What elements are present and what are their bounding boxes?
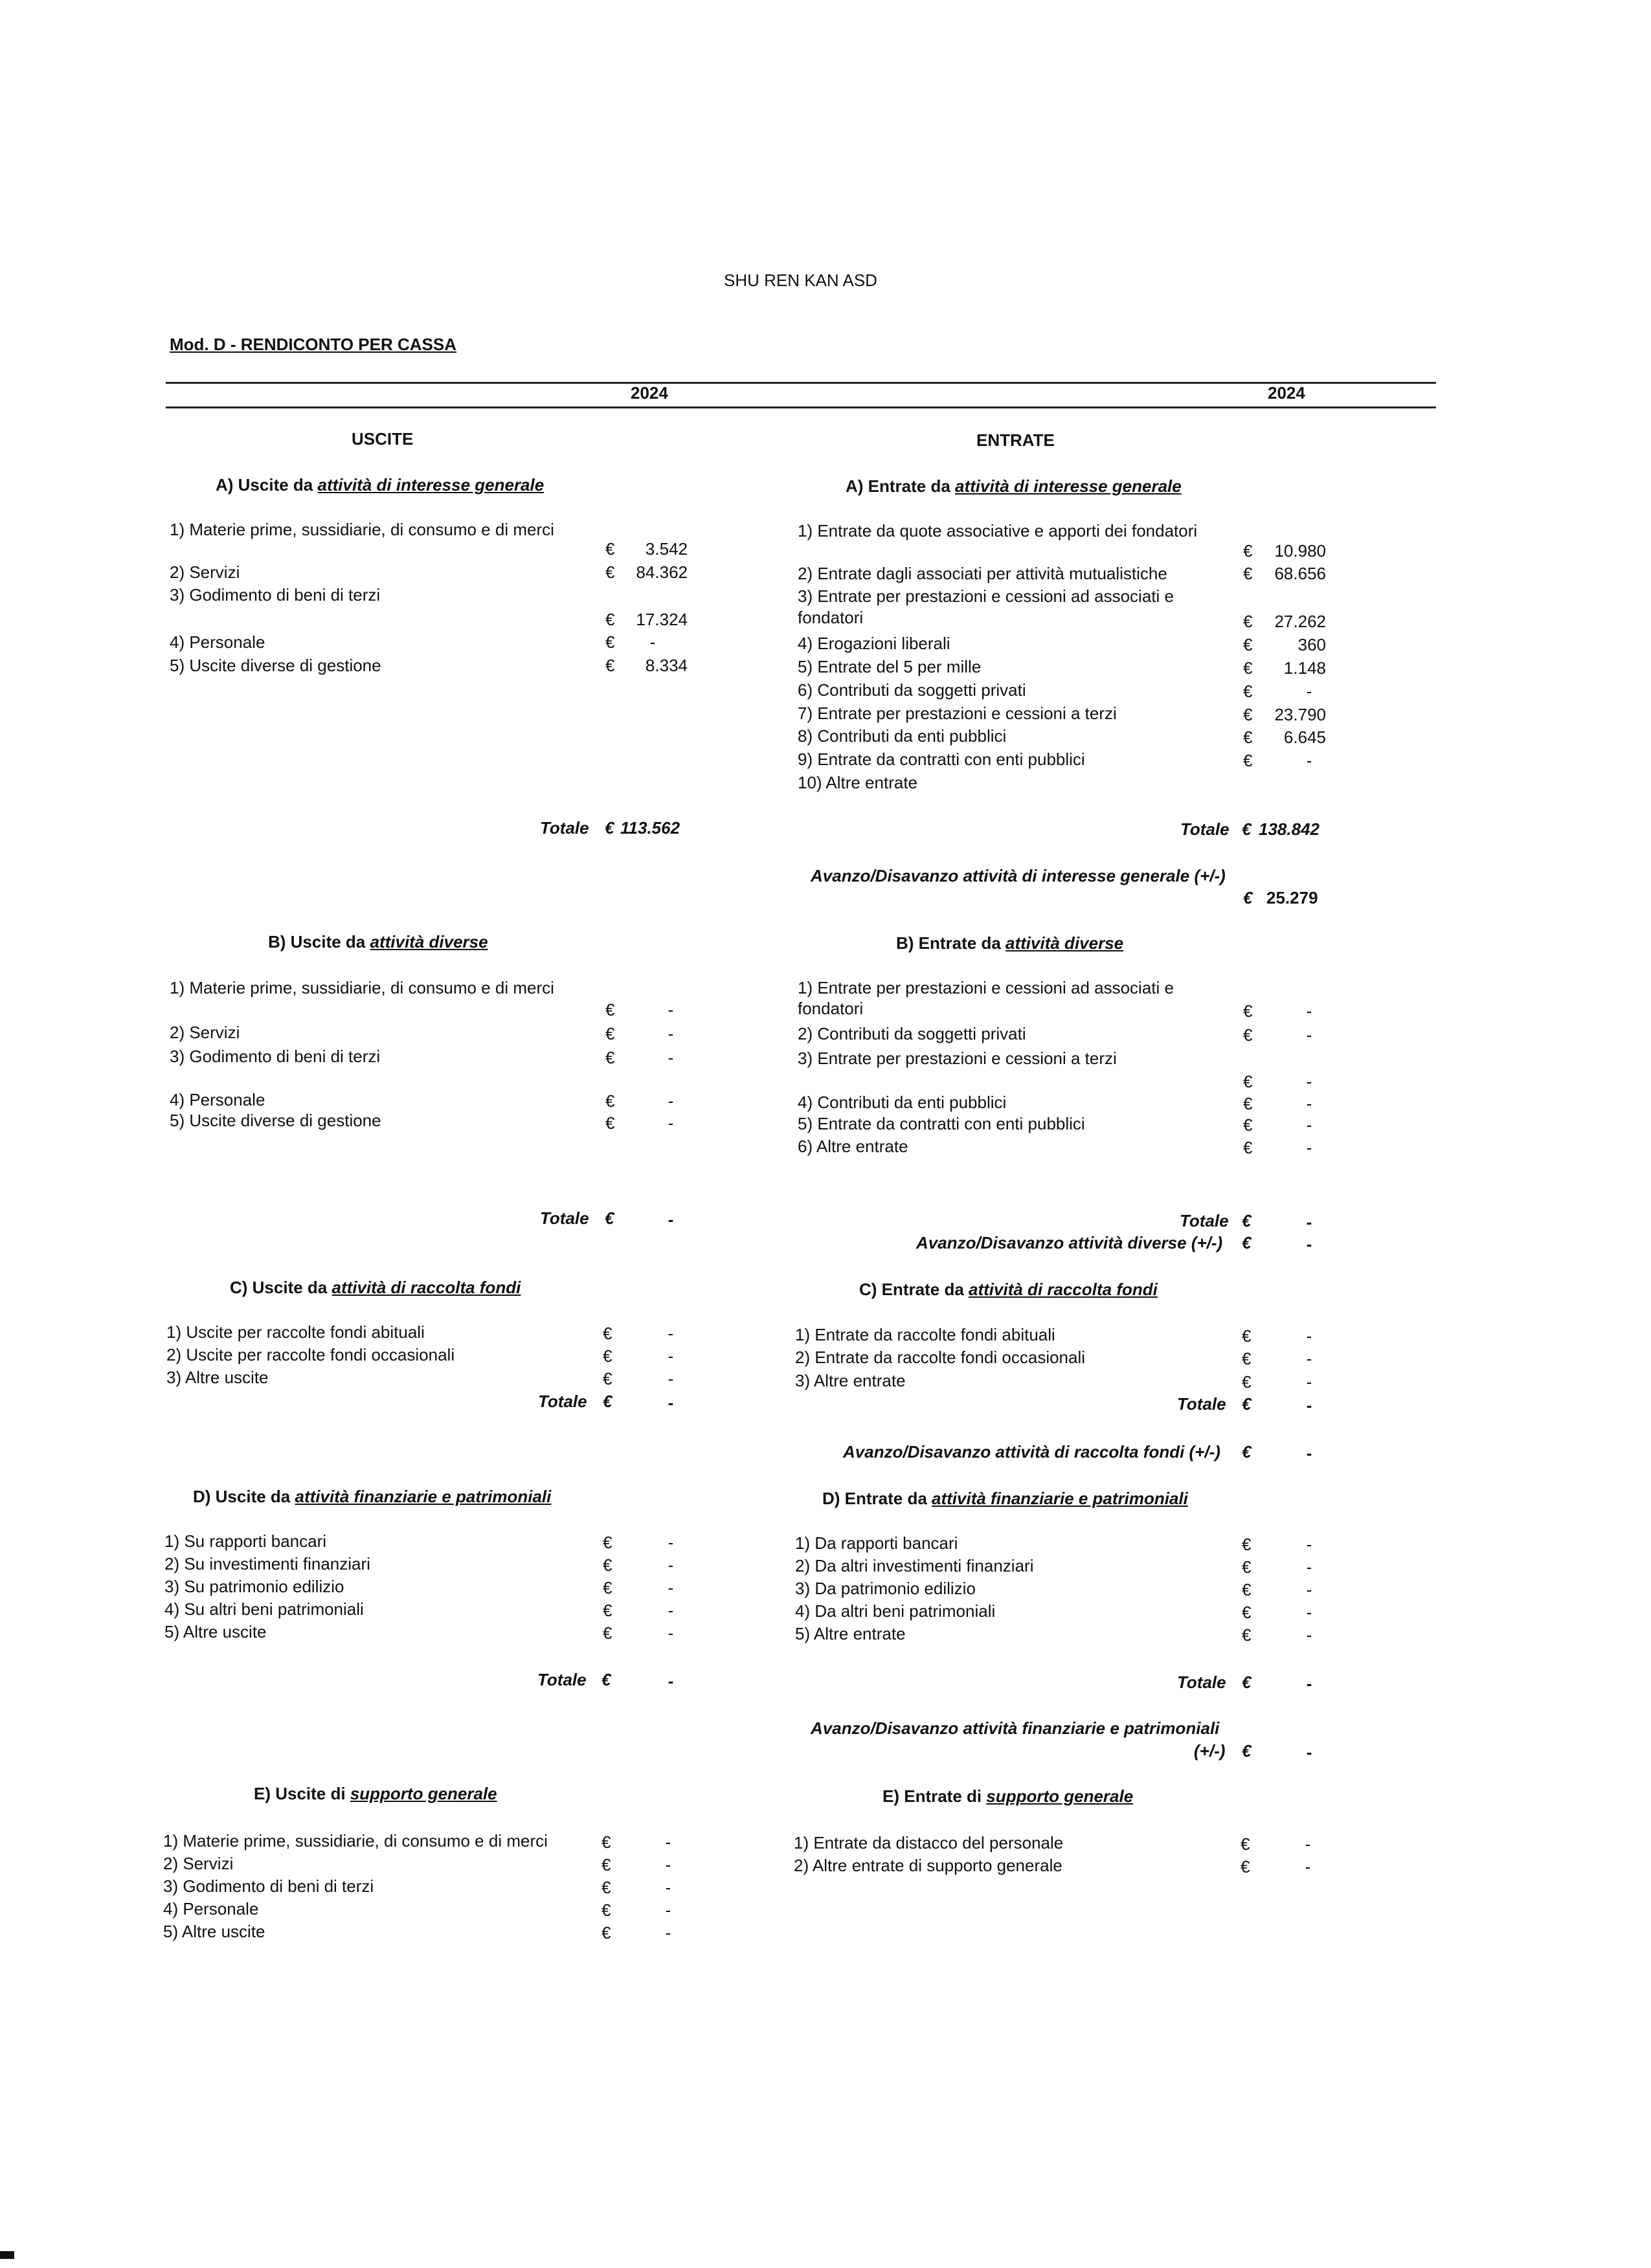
scan-corner-mark — [0, 2251, 14, 2259]
e-out-item-5-label: 5) Altre uscite — [163, 1922, 265, 1941]
c-out-item-3-label: 3) Altre uscite — [166, 1368, 269, 1387]
euro-sign: € — [601, 1832, 611, 1852]
euro-sign: € — [605, 1048, 615, 1067]
euro-sign: € — [1243, 658, 1253, 678]
c-out-item-1-value: - — [668, 1324, 674, 1343]
b-in-item-6-value: - — [1306, 1138, 1312, 1157]
b-in-item-1-label: 1) Entrate per prestazioni e cessioni ad associati e — [798, 978, 1174, 997]
c-out-item-1-label: 1) Uscite per raccolte fondi abituali — [166, 1322, 425, 1342]
section-e-uscite-title: E) Uscite di supporto generale — [254, 1784, 497, 1803]
e-out-item-1-label: 1) Materie prime, sussidiarie, di consumo e di merci — [163, 1831, 548, 1851]
euro-sign: € — [601, 1670, 611, 1689]
a-in-item-8-label: 8) Contributi da enti pubblici — [798, 726, 1007, 746]
c-in-item-3-label: 3) Altre entrate — [795, 1371, 906, 1390]
d-out-item-4-label: 4) Su altri beni patrimoniali — [164, 1599, 364, 1619]
euro-sign: € — [605, 656, 615, 675]
b-out-item-1-value: - — [668, 1000, 674, 1019]
euro-sign: € — [1242, 1673, 1252, 1692]
a-in-item-9-label: 9) Entrate da contratti con enti pubblici — [798, 750, 1085, 769]
a-out-total-value: 113.562 — [620, 818, 680, 838]
b-avanzo-value: - — [1306, 1234, 1312, 1254]
b-out-item-2-label: 2) Servizi — [170, 1023, 240, 1042]
b-out-item-4-label: 4) Personale — [170, 1090, 265, 1109]
e-in-item-1-value: - — [1305, 1834, 1311, 1854]
a-in-item-4-value: 360 — [1297, 635, 1326, 654]
euro-sign: € — [1242, 1326, 1252, 1346]
a-in-item-10-label: 10) Altre entrate — [798, 773, 917, 792]
d-avanzo-value: - — [1306, 1742, 1312, 1762]
euro-sign: € — [605, 610, 615, 629]
euro-sign: € — [1241, 1857, 1250, 1876]
b-in-item-5-value: - — [1306, 1115, 1312, 1135]
d-in-total-label: Totale — [1177, 1673, 1226, 1692]
euro-sign: € — [1243, 888, 1253, 907]
form-title: Mod. D - RENDICONTO PER CASSA — [170, 335, 456, 354]
d-out-item-4-value: - — [668, 1601, 674, 1620]
c-in-total-value: - — [1306, 1395, 1312, 1415]
euro-sign: € — [603, 1392, 612, 1411]
euro-sign: € — [603, 1623, 612, 1643]
euro-sign: € — [601, 1900, 611, 1920]
b-out-total-value: - — [668, 1210, 674, 1229]
euro-sign: € — [1243, 541, 1253, 561]
euro-sign: € — [605, 1000, 615, 1019]
b-avanzo-label: Avanzo/Disavanzo attività diverse (+/-) — [916, 1233, 1223, 1252]
euro-sign: € — [1242, 1557, 1252, 1577]
euro-sign: € — [605, 1024, 615, 1043]
e-out-item-4-label: 4) Personale — [163, 1899, 259, 1918]
e-out-item-1-value: - — [665, 1832, 671, 1852]
d-in-item-3-label: 3) Da patrimonio edilizio — [795, 1579, 976, 1598]
euro-sign: € — [1243, 564, 1253, 583]
euro-sign: € — [603, 1369, 612, 1388]
d-out-item-2-label: 2) Su investimenti finanziari — [164, 1554, 370, 1573]
section-d-uscite-title: D) Uscite da attività finanziarie e patrimoniali — [193, 1487, 552, 1506]
b-in-item-2-value: - — [1306, 1025, 1312, 1045]
b-out-item-5-value: - — [668, 1113, 674, 1133]
a-out-item-1-value: 3.542 — [645, 539, 688, 559]
euro-sign: € — [1243, 682, 1253, 701]
c-in-total-label: Totale — [1177, 1394, 1226, 1414]
euro-sign: € — [605, 818, 614, 838]
a-out-item-3-value: 17.324 — [636, 610, 688, 629]
c-in-item-2-value: - — [1306, 1349, 1312, 1368]
a-out-item-4-value: - — [649, 632, 656, 652]
e-out-item-2-value: - — [665, 1855, 671, 1874]
a-avanzo-label: Avanzo/Disavanzo attività di interesse generale (+/-) — [811, 866, 1226, 885]
e-out-item-3-label: 3) Godimento di beni di terzi — [163, 1876, 374, 1896]
header-bottom-rule — [166, 406, 1436, 408]
euro-sign: € — [1242, 1233, 1252, 1252]
a-in-total-label: Totale — [1180, 819, 1230, 839]
b-in-item-3-label: 3) Entrate per prestazioni e cessioni a terzi — [798, 1049, 1117, 1068]
d-in-item-5-value: - — [1306, 1625, 1312, 1645]
d-in-item-4-label: 4) Da altri beni patrimoniali — [795, 1601, 996, 1621]
d-out-item-5-label: 5) Altre uscite — [164, 1622, 267, 1641]
b-out-item-1-label: 1) Materie prime, sussidiarie, di consumo e di merci — [170, 978, 554, 997]
euro-sign: € — [1243, 1001, 1253, 1021]
a-out-item-1-label: 1) Materie prime, sussidiarie, di consumo e di merci — [170, 520, 554, 539]
d-in-item-2-value: - — [1306, 1557, 1312, 1577]
d-in-total-value: - — [1306, 1674, 1312, 1693]
a-in-item-6-label: 6) Contributi da soggetti privati — [798, 680, 1026, 700]
e-in-item-1-label: 1) Entrate da distacco del personale — [794, 1833, 1064, 1852]
d-in-item-1-label: 1) Da rapporti bancari — [795, 1533, 958, 1553]
section-c-uscite-title: C) Uscite da attività di raccolta fondi — [230, 1278, 521, 1297]
euro-sign: € — [1243, 1072, 1253, 1091]
section-b-entrate-title: B) Entrate da attività diverse — [896, 933, 1124, 953]
d-avanzo-label-cont: (+/-) — [1194, 1741, 1226, 1761]
a-in-item-7-value: 23.790 — [1274, 705, 1326, 724]
a-out-item-3-label: 3) Godimento di beni di terzi — [170, 585, 381, 605]
uscite-column-header: USCITE — [352, 429, 414, 449]
d-out-item-3-label: 3) Su patrimonio edilizio — [164, 1577, 344, 1596]
b-in-item-2-label: 2) Contributi da soggetti privati — [798, 1024, 1026, 1043]
a-out-item-2-value: 84.362 — [636, 562, 688, 582]
euro-sign: € — [605, 1091, 615, 1111]
c-out-total-value: - — [668, 1393, 674, 1412]
d-in-item-4-value: - — [1306, 1603, 1312, 1622]
a-out-item-4-label: 4) Personale — [170, 632, 265, 652]
section-e-entrate-title: E) Entrate di supporto generale — [882, 1786, 1134, 1806]
d-out-total-value: - — [668, 1671, 674, 1691]
euro-sign: € — [1243, 1094, 1253, 1113]
euro-sign: € — [605, 539, 615, 559]
euro-sign: € — [1242, 1580, 1252, 1599]
b-in-total-label: Totale — [1180, 1211, 1229, 1230]
euro-sign: € — [1242, 1603, 1252, 1622]
euro-sign: € — [1242, 1442, 1252, 1462]
section-c-entrate-title: C) Entrate da attività di raccolta fondi — [859, 1280, 1158, 1299]
e-out-item-5-value: - — [665, 1923, 671, 1942]
euro-sign: € — [603, 1555, 612, 1575]
euro-sign: € — [1242, 1394, 1252, 1414]
a-in-item-6-value: - — [1306, 682, 1312, 701]
b-out-item-2-value: - — [668, 1024, 674, 1043]
euro-sign: € — [1242, 819, 1252, 839]
euro-sign: € — [1242, 1349, 1252, 1368]
section-a-uscite-title: A) Uscite da attività di interesse generale — [216, 475, 545, 495]
euro-sign: € — [1243, 751, 1253, 770]
a-in-item-3-value: 27.262 — [1274, 612, 1326, 631]
euro-sign: € — [1242, 1741, 1252, 1761]
a-in-item-2-value: 68.656 — [1274, 564, 1326, 583]
e-out-item-4-value: - — [665, 1900, 671, 1920]
euro-sign: € — [1242, 1625, 1252, 1645]
d-out-total-label: Totale — [537, 1670, 587, 1689]
a-in-item-9-value: - — [1306, 751, 1312, 770]
a-in-item-5-label: 5) Entrate del 5 per mille — [798, 657, 982, 676]
a-in-item-8-value: 6.645 — [1283, 728, 1326, 747]
b-in-item-4-value: - — [1306, 1094, 1312, 1113]
euro-sign: € — [603, 1533, 612, 1552]
b-out-item-3-value: - — [668, 1048, 674, 1067]
e-out-item-2-label: 2) Servizi — [163, 1854, 234, 1873]
euro-sign: € — [1243, 612, 1253, 631]
a-in-item-2-label: 2) Entrate dagli associati per attività mutualistiche — [798, 564, 1167, 583]
b-in-item-1-value: - — [1306, 1001, 1312, 1021]
b-in-item-3-value: - — [1306, 1072, 1312, 1091]
a-in-item-5-value: 1.148 — [1283, 658, 1326, 678]
a-in-item-7-label: 7) Entrate per prestazioni e cessioni a terzi — [798, 704, 1117, 723]
e-in-item-2-label: 2) Altre entrate di supporto generale — [794, 1856, 1062, 1875]
year-header-entrate: 2024 — [1268, 383, 1305, 403]
a-in-item-1-label: 1) Entrate da quote associative e apporti dei fondatori — [798, 521, 1198, 540]
euro-sign: € — [1241, 1834, 1250, 1854]
euro-sign: € — [603, 1346, 612, 1366]
organization-name: SHU REN KAN ASD — [724, 271, 877, 290]
a-in-total-value: 138.842 — [1259, 819, 1320, 839]
a-in-item-3-label: 3) Entrate per prestazioni e cessioni ad associati e — [798, 586, 1174, 606]
euro-sign: € — [1242, 1211, 1252, 1230]
section-a-entrate-title: A) Entrate da attività di interesse generale — [846, 476, 1182, 496]
euro-sign: € — [1243, 1138, 1253, 1157]
euro-sign: € — [601, 1923, 611, 1942]
a-in-item-4-label: 4) Erogazioni liberali — [798, 634, 950, 653]
d-in-item-2-label: 2) Da altri investimenti finanziari — [795, 1556, 1034, 1575]
d-out-item-5-value: - — [668, 1623, 674, 1643]
c-avanzo-value: - — [1306, 1443, 1312, 1463]
b-in-item-4-label: 4) Contributi da enti pubblici — [798, 1093, 1007, 1112]
a-out-total-label: Totale — [540, 818, 589, 838]
c-out-total-label: Totale — [538, 1392, 587, 1411]
a-out-item-5-label: 5) Uscite diverse di gestione — [170, 656, 381, 675]
b-in-item-6-label: 6) Altre entrate — [798, 1137, 908, 1156]
euro-sign: € — [605, 1113, 615, 1133]
b-out-item-5-label: 5) Uscite diverse di gestione — [170, 1111, 381, 1130]
euro-sign: € — [605, 1208, 614, 1228]
euro-sign: € — [605, 562, 615, 582]
c-out-item-3-value: - — [668, 1369, 674, 1388]
euro-sign: € — [1243, 1115, 1253, 1135]
c-in-item-1-value: - — [1306, 1326, 1312, 1346]
euro-sign: € — [603, 1578, 612, 1597]
euro-sign: € — [603, 1601, 612, 1620]
d-out-item-3-value: - — [668, 1578, 674, 1597]
d-out-item-1-label: 1) Su rapporti bancari — [164, 1531, 327, 1551]
b-out-item-3-label: 3) Godimento di beni di terzi — [170, 1047, 381, 1066]
b-out-total-label: Totale — [540, 1208, 589, 1228]
d-out-item-2-value: - — [668, 1555, 674, 1575]
euro-sign: € — [1243, 1025, 1253, 1045]
b-in-item-1-label-cont: fondatori — [798, 999, 864, 1018]
b-in-total-value: - — [1306, 1212, 1312, 1232]
euro-sign: € — [1242, 1535, 1252, 1554]
euro-sign: € — [603, 1324, 612, 1343]
d-avanzo-label: Avanzo/Disavanzo attività finanziarie e patrimoniali — [811, 1718, 1220, 1738]
entrate-column-header: ENTRATE — [976, 430, 1055, 450]
a-avanzo-value: 25.279 — [1266, 888, 1318, 907]
d-in-item-5-label: 5) Altre entrate — [795, 1624, 906, 1643]
c-in-item-2-label: 2) Entrate da raccolte fondi occasionali — [795, 1348, 1086, 1367]
euro-sign: € — [1242, 1372, 1252, 1392]
c-in-item-3-value: - — [1306, 1372, 1312, 1392]
section-b-uscite-title: B) Uscite da attività diverse — [268, 932, 488, 951]
c-out-item-2-label: 2) Uscite per raccolte fondi occasionali — [166, 1345, 455, 1364]
a-in-item-1-value: 10.980 — [1274, 541, 1326, 561]
euro-sign: € — [1243, 728, 1253, 747]
a-in-item-3-label-cont: fondatori — [798, 608, 864, 627]
euro-sign: € — [605, 632, 615, 652]
euro-sign: € — [1243, 635, 1253, 654]
c-avanzo-label: Avanzo/Disavanzo attività di raccolta fondi (+/-) — [843, 1442, 1220, 1462]
d-out-item-1-value: - — [668, 1533, 674, 1552]
section-d-entrate-title: D) Entrate da attività finanziarie e patrimoniali — [822, 1489, 1188, 1508]
d-in-item-1-value: - — [1306, 1535, 1312, 1554]
e-out-item-3-value: - — [665, 1878, 671, 1897]
euro-sign: € — [601, 1878, 611, 1897]
b-out-item-4-value: - — [668, 1091, 674, 1111]
b-in-item-5-label: 5) Entrate da contratti con enti pubblici — [798, 1114, 1085, 1133]
euro-sign: € — [1243, 705, 1253, 724]
c-in-item-1-label: 1) Entrate da raccolte fondi abituali — [795, 1325, 1055, 1344]
d-in-item-3-value: - — [1306, 1580, 1312, 1599]
top-rule — [166, 382, 1436, 384]
euro-sign: € — [601, 1855, 611, 1874]
c-out-item-2-value: - — [668, 1346, 674, 1366]
e-in-item-2-value: - — [1305, 1857, 1311, 1876]
a-out-item-5-value: 8.334 — [645, 656, 688, 675]
year-header-uscite: 2024 — [631, 383, 668, 403]
a-out-item-2-label: 2) Servizi — [170, 562, 240, 582]
